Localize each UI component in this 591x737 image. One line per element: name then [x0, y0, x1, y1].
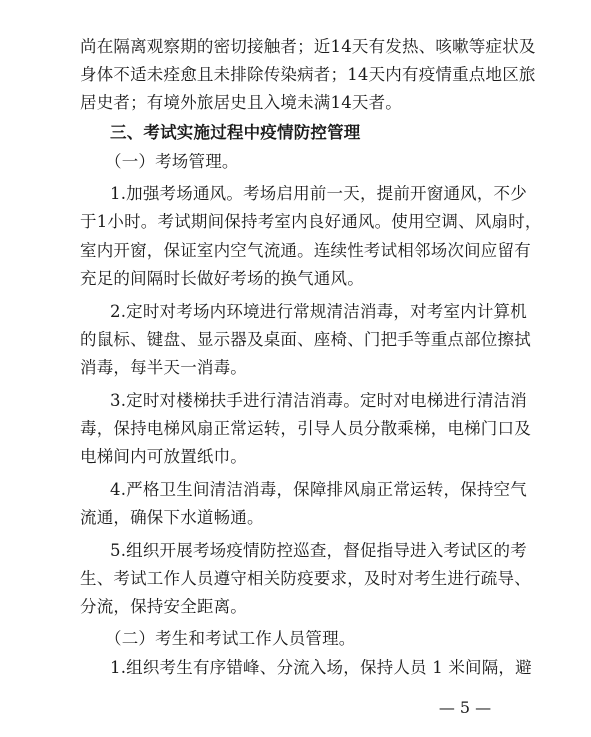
text-line: 3.定时对楼梯扶手进行清洁消毒。定时对电梯进行清洁消	[110, 391, 527, 410]
text-line: 充足的间隔时长做好考场的换气通风。	[80, 269, 364, 288]
text-line: 分流，保持安全距离。	[80, 597, 247, 616]
text-line: 生、考试工作人员遵守相关防疫要求，及时对考生进行疏导、	[80, 569, 531, 588]
text-line: 毒，保持电梯风扇正常运转，引导人员分散乘梯，电梯门口及	[80, 419, 531, 438]
text-line: 1.加强考场通风。考场启用前一天，提前开窗通风，不少	[110, 184, 527, 203]
text-line: 于1小时。考试期间保持考室内良好通风。使用空调、风扇时，	[80, 212, 542, 231]
section-heading: 三、考试实施过程中疫情防控管理	[110, 123, 361, 142]
text-line: 尚在隔离观察期的密切接触者；近14天有发热、咳嗽等症状及	[80, 37, 536, 56]
text-line: 的鼠标、键盘、显示器及桌面、座椅、门把手等重点部位擦拭	[80, 330, 531, 349]
page-number: — 5 —	[438, 698, 492, 717]
text-line: 流通，确保下水道畅通。	[80, 508, 264, 527]
text-line: 消毒，每半天一消毒。	[80, 358, 247, 377]
text-line: 身体不适未痊愈且未排除传染病者；14天内有疫情重点地区旅	[80, 65, 536, 84]
text-line: 2.定时对考场内环境进行常规清洁消毒，对考室内计算机	[110, 302, 527, 321]
text-line: 4.严格卫生间清洁消毒，保障排风扇正常运转，保持空气	[110, 480, 527, 499]
text-line: 居史者；有境外旅居史且入境未满14天者。	[80, 93, 402, 112]
text-line: 室内开窗，保证室内空气流通。连续性考试相邻场次间应留有	[80, 241, 531, 260]
subsection-heading: （二）考生和考试工作人员管理。	[105, 629, 356, 648]
text-line: 5.组织开展考场疫情防控巡查，督促指导进入考试区的考	[110, 541, 527, 560]
text-line: 电梯间内可放置纸巾。	[80, 447, 247, 466]
subsection-heading: （一）考场管理。	[105, 152, 239, 171]
text-line: 1.组织考生有序错峰、分流入场，保持人员 1 米间隔，避	[110, 658, 532, 677]
